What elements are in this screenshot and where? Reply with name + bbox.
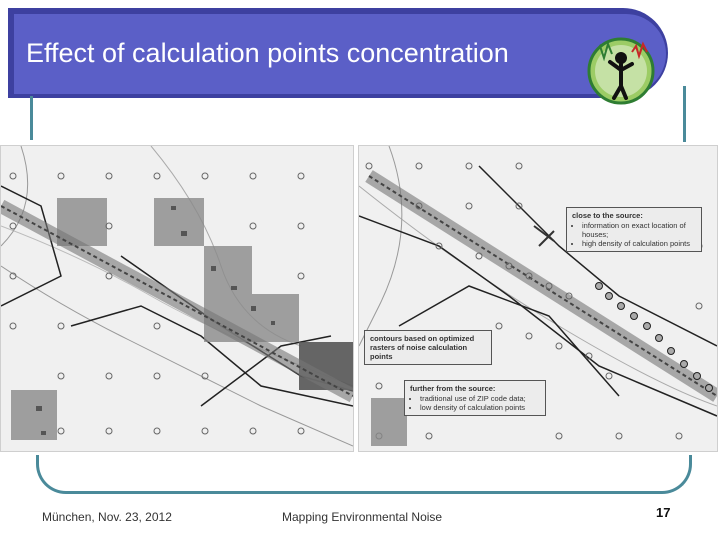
frame-left-line	[30, 96, 33, 140]
callout-close-item: • high density of calculation points	[582, 239, 696, 248]
frame-right-line	[683, 86, 686, 142]
map-left-panel	[0, 145, 354, 452]
footer-center: Mapping Environmental Noise	[282, 510, 443, 524]
callout-close-item: • information on exact location of houses;	[582, 221, 696, 239]
frame-bottom-curve	[36, 455, 692, 494]
callout-close-to-source	[566, 207, 702, 252]
callout-further-item: • low density of calculation points	[420, 403, 540, 412]
callout-close-heading: close to the source:	[572, 211, 643, 220]
callout-contours-text: contours based on optimized rasters of noise calculation points	[370, 334, 475, 361]
slide-title: Effect of calculation points concentration	[26, 38, 509, 68]
callout-further-heading: further from the source:	[410, 384, 496, 393]
footer-date: München, Nov. 23, 2012	[42, 510, 172, 524]
noise-logo-icon	[586, 36, 656, 106]
callout-further-item: • traditional use of ZIP code data;	[420, 394, 540, 403]
page-number: 17	[656, 505, 671, 520]
callout-further-from-source	[404, 380, 546, 416]
callout-contours	[364, 330, 492, 365]
